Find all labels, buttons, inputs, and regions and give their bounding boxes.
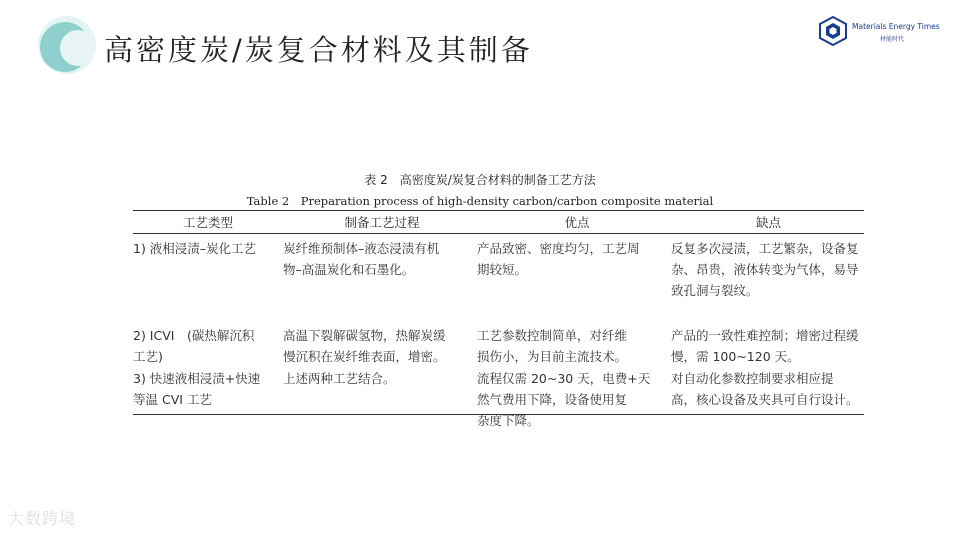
row2-process: 高温下裂解碳氢物，热解炭缓 慢沉积在炭纤维表面，增密。: [283, 328, 446, 364]
table-caption-en: Table 2 Preparation process of high-density carbon/carbon composite material: [246, 194, 714, 208]
table-header-row: [133, 211, 864, 234]
decorative-circle-pale: [60, 30, 96, 66]
row2-pros: 工艺参数控制简单，对纤维 损伤小，为目前主流技术。: [477, 328, 628, 364]
row3-type: 3) 快速液相浸渍+快速 等温 CVI 工艺: [133, 371, 261, 407]
slide-title: 高密度炭/炭复合材料及其制备: [104, 33, 533, 67]
header-type: 工艺类型: [182, 215, 233, 230]
row1-cons: 反复多次浸渍，工艺繁杂，设备复 杂、昂贵，液体转变为气体，易导 致孔洞与裂纹。: [671, 241, 859, 298]
header-cons: 缺点: [755, 215, 781, 230]
row3-pros: 流程仅需 20~30 天，电费+天 然气费用下降，设备使用复 杂度下降。: [477, 371, 651, 428]
row1-type: 1) 液相浸渍–炭化工艺: [133, 241, 257, 256]
table-body: [133, 234, 864, 428]
header-process: 制备工艺过程: [344, 215, 420, 230]
row3-process: 上述两种工艺结合。: [283, 371, 396, 386]
table-caption-cn: 表 2 高密度炭/炭复合材料的制备工艺方法: [364, 173, 596, 187]
row2-type: 2) ICVI (碳热解沉积 工艺): [133, 328, 255, 364]
header-pros: 优点: [564, 215, 590, 230]
logo-subtitle: 材能时代: [880, 36, 905, 43]
materials-energy-times-logo-icon: [818, 16, 848, 46]
row3-cons: 对自动化参数控制要求相应提 高，核心设备及夹具可自行设计。: [671, 371, 859, 407]
row1-pros: 产品致密、密度均匀，工艺周 期较短。: [477, 241, 640, 277]
row1-process: 炭纤维预制体–液态浸渍有机 物–高温炭化和石墨化。: [283, 241, 440, 277]
logo-name: Materials Energy Times: [852, 22, 940, 31]
row2-cons: 产品的一致性难控制；增密过程缓 慢，需 100~120 天。: [671, 328, 859, 364]
watermark-text: 大数跨境: [8, 509, 77, 528]
process-table: [133, 210, 864, 428]
